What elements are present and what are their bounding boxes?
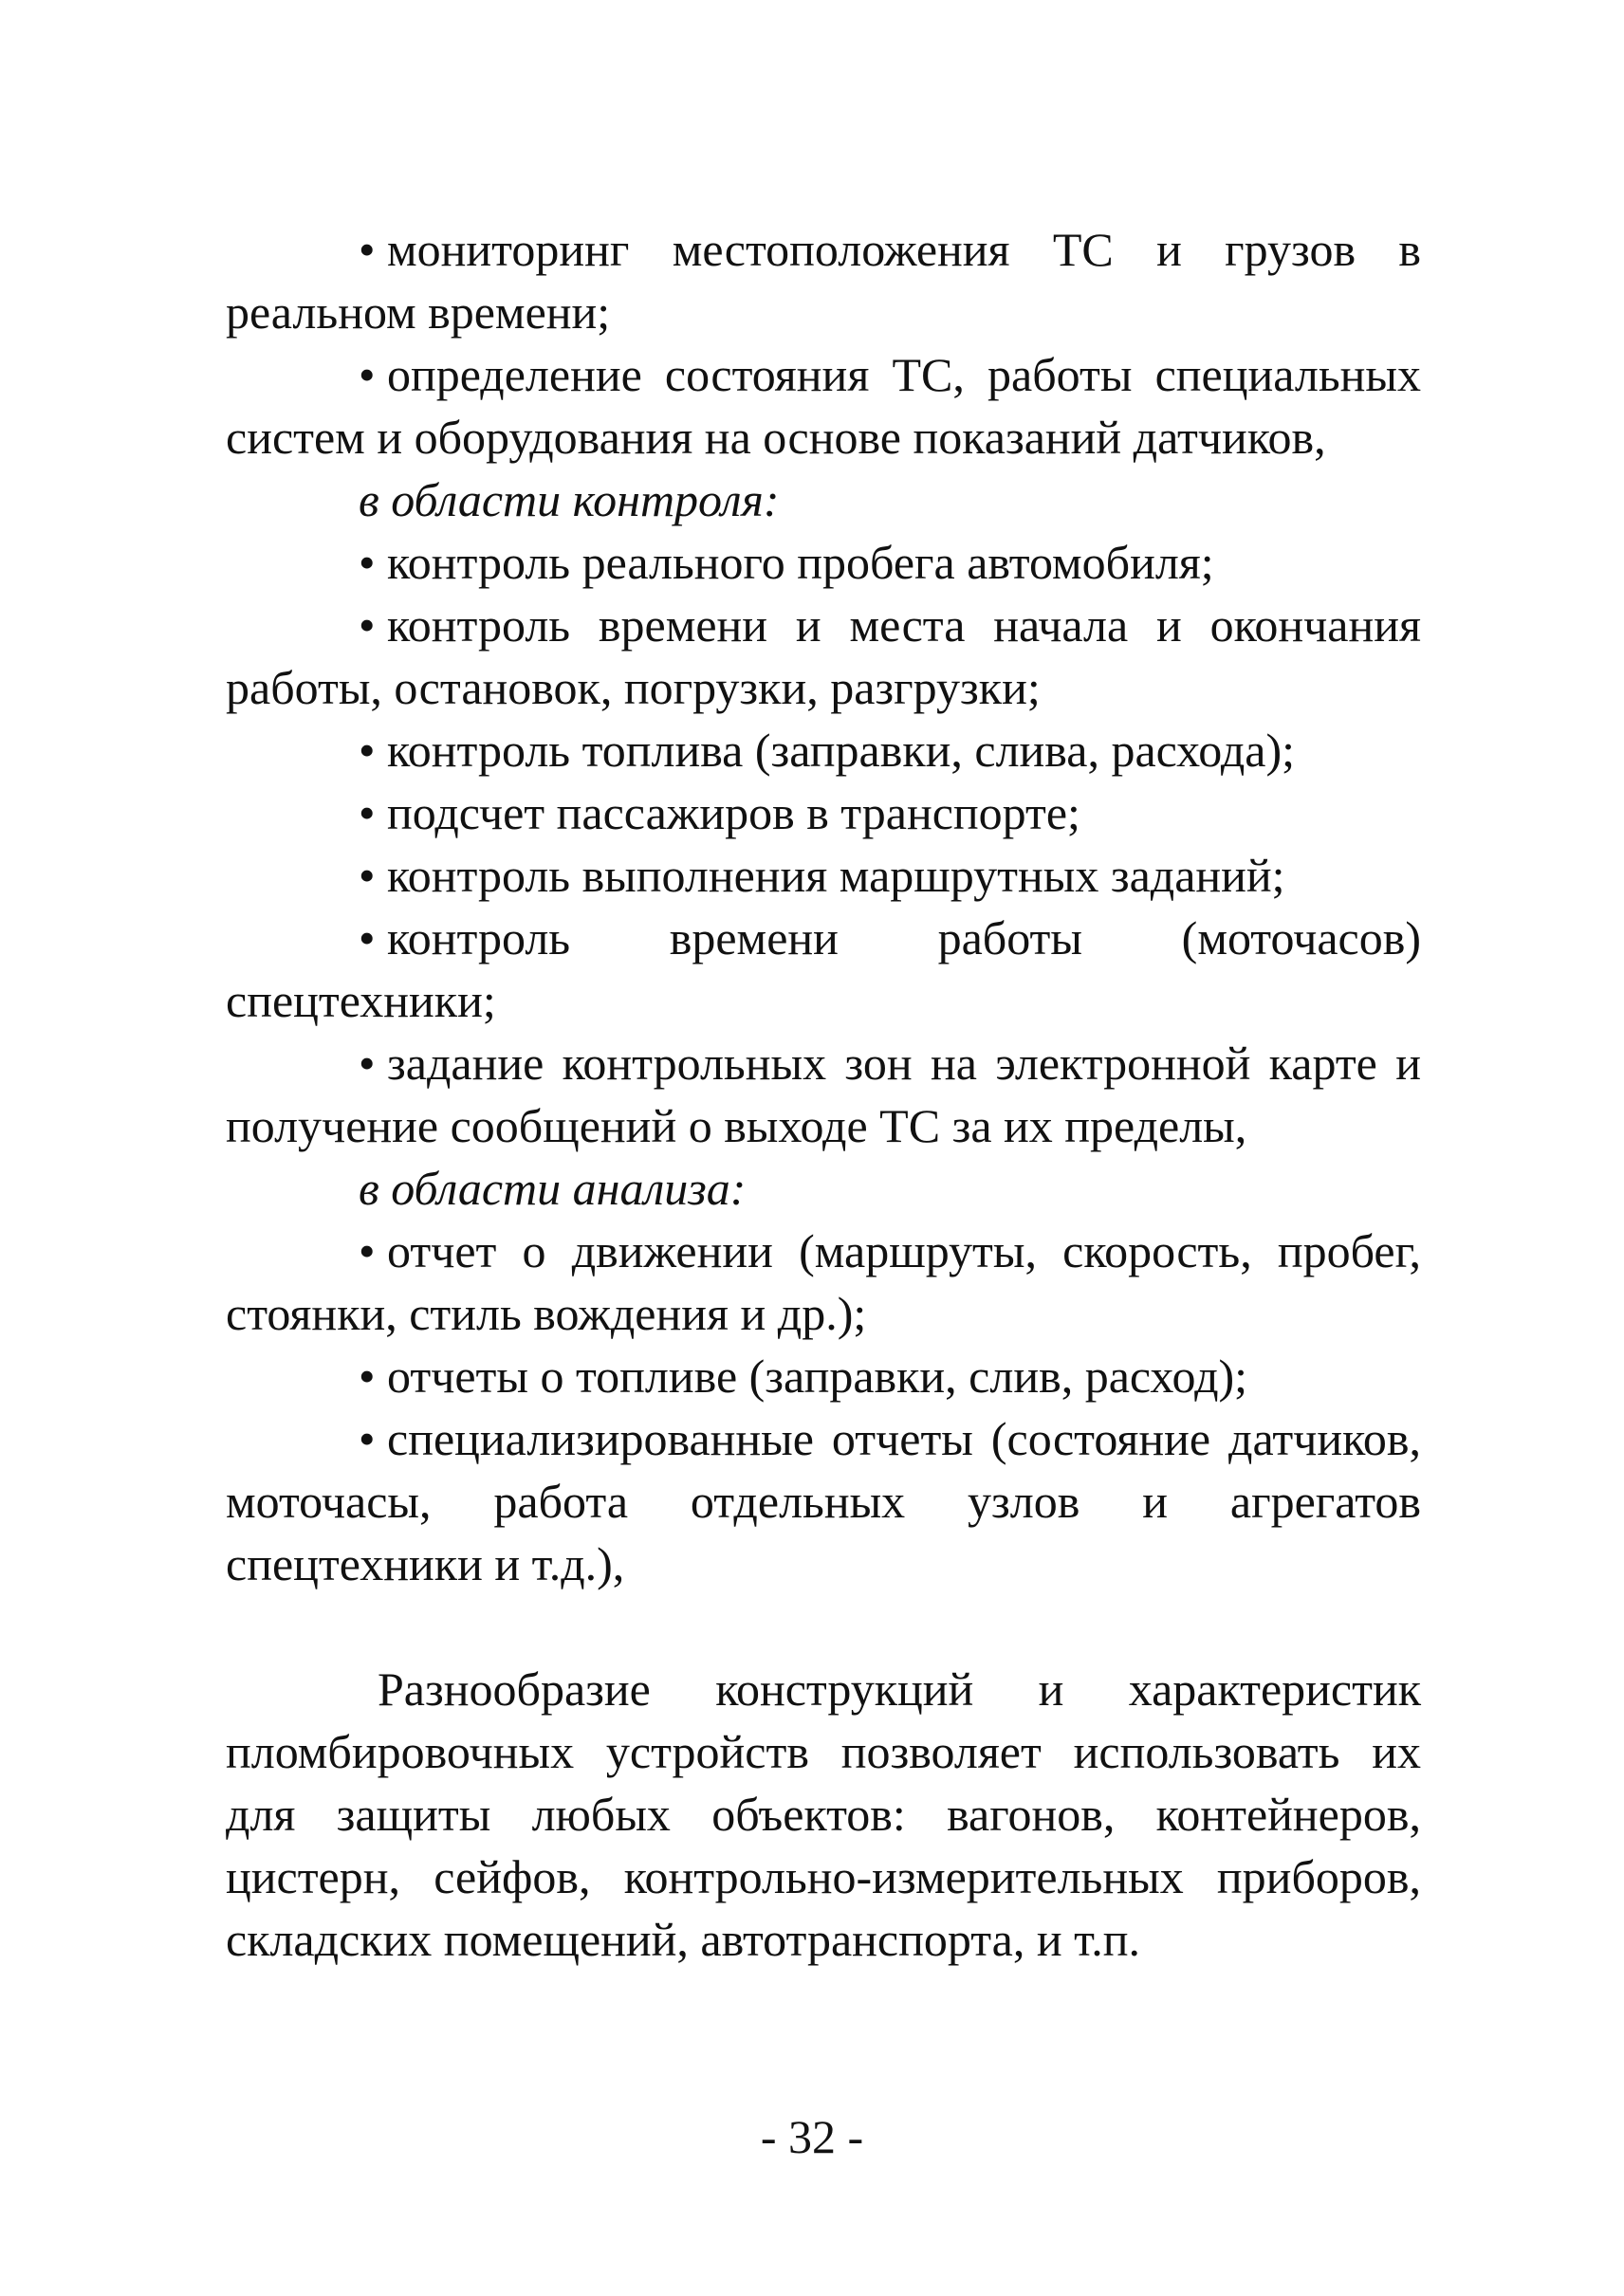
bullet: •: [359, 786, 376, 839]
bullet: •: [359, 1412, 376, 1465]
list-item-text: контроль времени и места начала и окончания работы, остановок, погрузки, разгрузки;: [226, 598, 1421, 714]
bullet: •: [359, 223, 376, 276]
list-item-text: задание контрольных зон на электронной карте и получение сообщений о выходе ТС за их пределы,: [226, 1037, 1421, 1152]
section-heading-analysis: в области анализа:: [359, 1162, 747, 1215]
list-item: [226, 1032, 1421, 1157]
list-item-text: отчет о движении (маршруты, скорость, пробег, стоянки, стиль вождения и др.);: [226, 1224, 1421, 1340]
list-item: [226, 719, 1421, 781]
list-item-text: контроль реального пробега автомобиля;: [387, 536, 1214, 589]
list-item: [226, 531, 1421, 594]
list-item-text: контроль топлива (заправки, слива, расхода);: [387, 724, 1296, 777]
list-item: [226, 1345, 1421, 1407]
list-item-text: отчеты о топливе (заправки, слив, расход);: [387, 1350, 1248, 1403]
list-item: [226, 907, 1421, 1032]
bullet: •: [359, 1037, 376, 1090]
list-item: [226, 1407, 1421, 1595]
page-number: - 32 -: [760, 2110, 864, 2163]
bullet: •: [359, 1350, 376, 1403]
bullet: •: [359, 598, 376, 652]
list-item: [226, 594, 1421, 719]
list-item: [226, 1220, 1421, 1345]
list-item: [226, 343, 1421, 468]
list-item-text: контроль выполнения маршрутных заданий;: [387, 849, 1285, 902]
bullet: •: [359, 849, 376, 902]
bullet: •: [359, 348, 376, 401]
bullet: •: [359, 724, 376, 777]
bullet: •: [359, 536, 376, 589]
bullet: •: [359, 1224, 376, 1277]
list-item-text: определение состояния ТС, работы специальных систем и оборудования на основе показаний датчиков,: [226, 348, 1421, 464]
list-item-text: специализированные отчеты (состояние датчиков, моточасы, работа отдельных узлов и агрегатов спецтехники и т.д.),: [226, 1412, 1421, 1590]
bullet: •: [359, 911, 376, 964]
page-content: [226, 218, 1421, 1971]
list-item-text: подсчет пассажиров в транспорте;: [387, 786, 1080, 839]
list-item-text: мониторинг местоположения ТС и грузов в реальном времени;: [226, 223, 1421, 339]
list-item: [226, 781, 1421, 844]
body-paragraph: Разнообразие конструкций и характеристик пломбировочных устройств позволяет использовать их для защиты любых объектов: вагонов, контейнеров, цистерн, сейфов, контрольно-измерительных приборов, складских помещений, автотранспорта, и т.п.: [226, 1662, 1421, 1966]
list-item-text: контроль времени работы (моточасов) спецтехники;: [226, 911, 1421, 1027]
list-item: [226, 844, 1421, 907]
section-heading-control: в области контроля:: [359, 473, 780, 526]
list-item: [226, 218, 1421, 343]
